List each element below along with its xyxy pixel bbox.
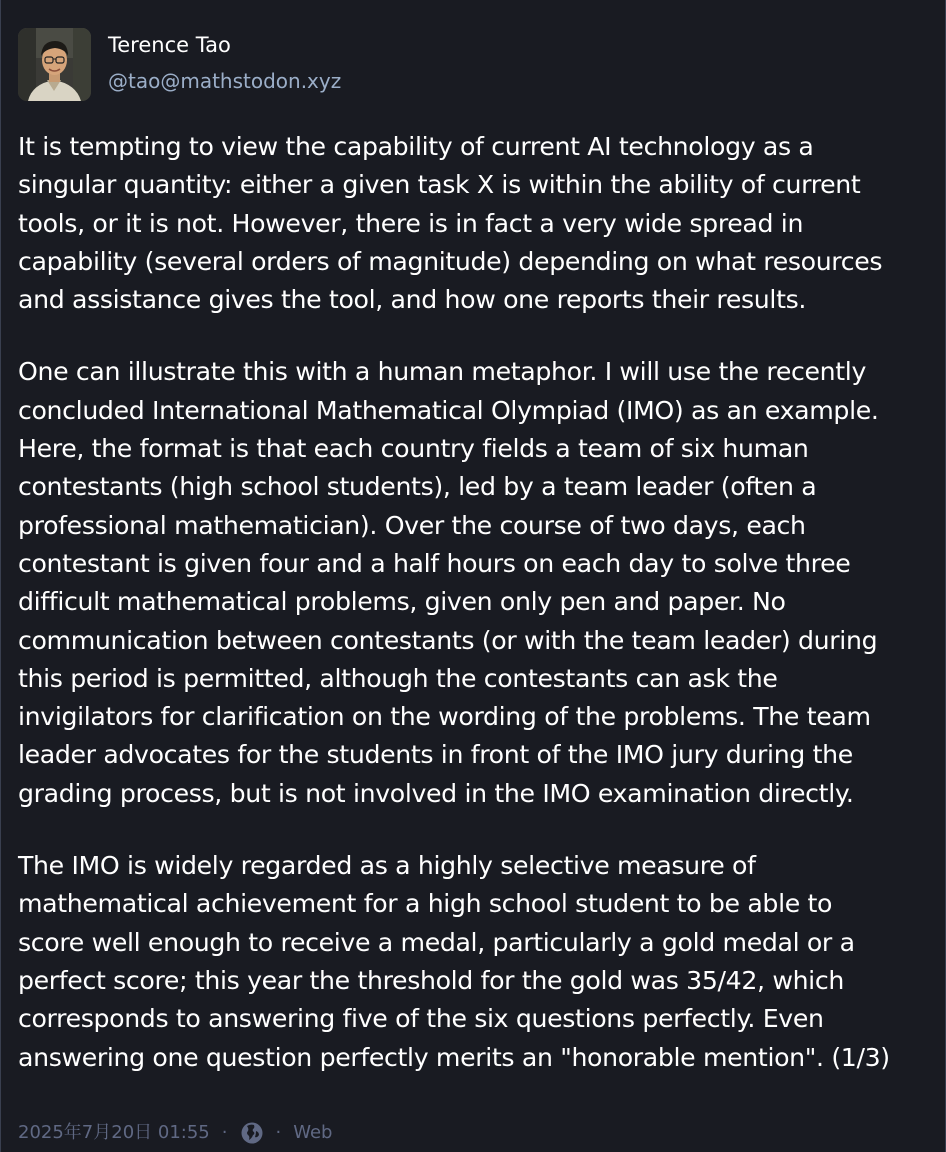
- post-paragraph-2: One can illustrate this with a human metaphor. I will use the recently concluded International Mathematical Olympiad (IMO) as an example. Here, the format is that each country fields a team of six human contestants (high school students), led by a team leader (often a professional mathematician). Over the course of two days, each contestant is given four and a half hours on each day to solve three difficult mathematical problems, given only pen and paper. No communication between contestants (or with the team leader) during this period is permitted, although the contestants can ask the invigilators for clarification on the wording of the problems. The team leader advocates for the students in front of the IMO jury during the grading process, but is not involved in the IMO examination directly.: [18, 357, 879, 808]
- post-paragraph-3: The IMO is widely regarded as a highly selective measure of mathematical achievement for a high school student to be able to score well enough to receive a medal, particularly a gold medal or a perfect score; this year the threshold for the gold was 35/42, which corresponds to answering five of the six questions perfectly. Even answering one question perfectly merits an "honorable mention". (1/3): [18, 851, 890, 1072]
- globe-icon: [240, 1121, 264, 1145]
- author-names: [108, 32, 341, 94]
- avatar-image: [18, 28, 91, 101]
- post-paragraph-1: It is tempting to view the capability of current AI technology as a singular quantity: either a given task X is within the ability of current tools, or it is not. However, there is in fact a very wide spread in capability (several orders of magnitude) depending on what resources and assistance gives the tool, and how one reports their results.: [18, 132, 883, 315]
- author-handle[interactable]: @tao@mathstodon.xyz: [108, 69, 342, 93]
- footer-separator-2: ·: [275, 1122, 282, 1143]
- post-content: [18, 128, 938, 1111]
- footer-separator: ·: [221, 1122, 228, 1143]
- post-application: Web: [293, 1122, 333, 1143]
- avatar[interactable]: [18, 28, 91, 101]
- post-timestamp[interactable]: 2025年7月20日 01:55: [18, 1122, 210, 1143]
- post-header: [18, 28, 341, 101]
- post-footer: [18, 1121, 332, 1145]
- author-display-name[interactable]: Terence Tao: [108, 33, 231, 57]
